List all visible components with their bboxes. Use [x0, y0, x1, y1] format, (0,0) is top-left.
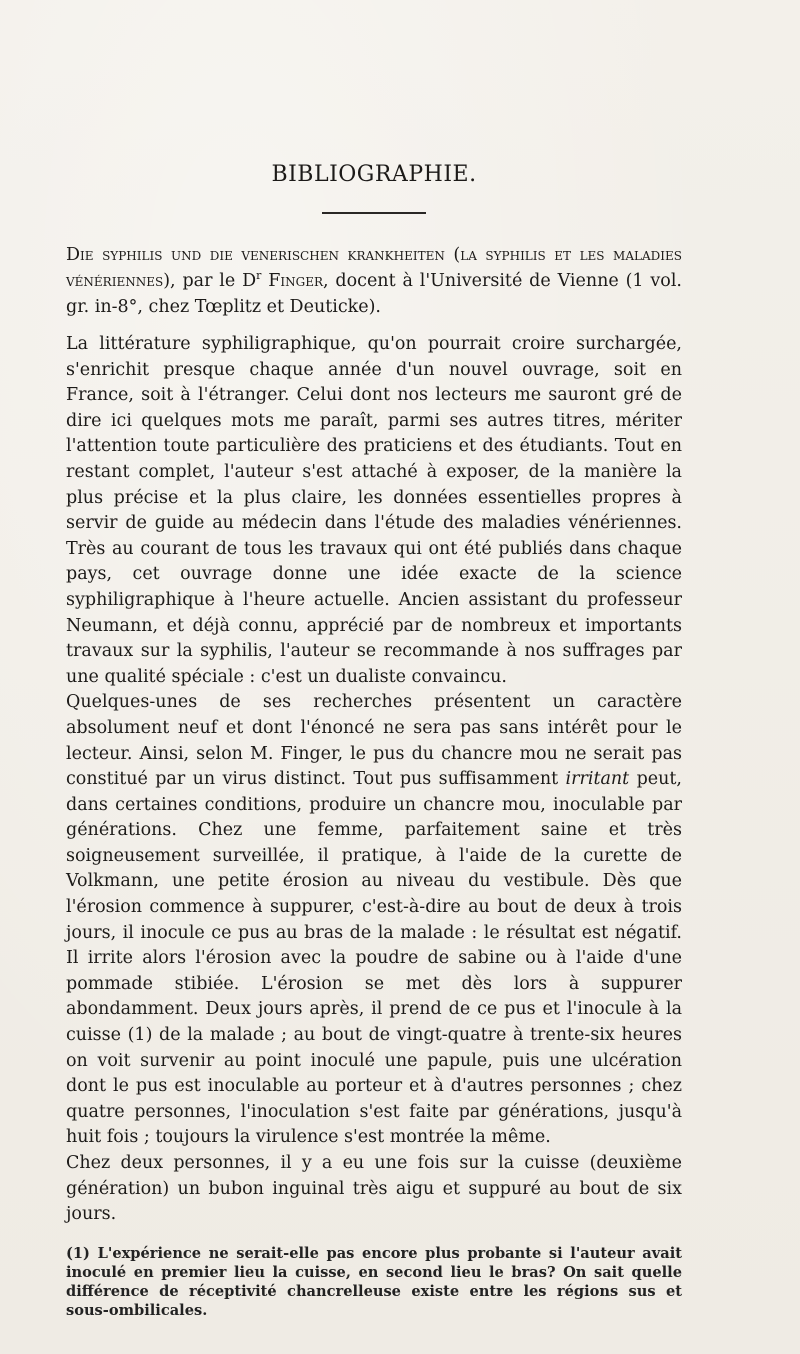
book-title: Die syphilis und die venerischen krankheiten (la syphilis et les maladies vénériennes) — [66, 245, 682, 291]
paragraph-2-after: peut, dans certaines conditions, produire un chancre mou, inoculable par générations. Chez une femme, parfaitement saine et très soigneusement surveillée, il pratique, à l'aide de la curette de Volkmann, une petite érosion au niveau du vestibule. Dès que l'érosion commence à suppurer, c'est-à-dire au bout de deux à trois jours, il inocule ce pus au bras de la malade : le résultat est négatif. Il irrite alors l'érosion avec la poudre de sabine ou à l'aide d'une pommade stibiée. L'érosion se met dès lors à suppurer abondamment. Deux jours après, il prend de ce pus et l'inocule à la cuisse (1) de la malade ; au bout de vingt-quatre à trente-six heures on voit survenir au point inoculé une papule, puis une ulcération dont le pus est inoculable au porteur et à d'autres personnes ; chez quatre personnes, l'inoculation s'est faite par générations, jusqu'à huit fois ; toujours la virulence s'est montrée la même. — [66, 769, 682, 1148]
paragraph-2 — [66, 690, 682, 1151]
heading-by: , par le D — [170, 271, 257, 291]
paragraph-3: Chez deux personnes, il y a eu une fois sur la cuisse (deuxième génération) un bubon inguinal très aigu et suppuré au bout de six jours. — [66, 1153, 682, 1225]
heading-rest: , docent à l'Université de Vienne (1 vol. gr. in-8°, chez Tœplitz et Deuticke). — [66, 271, 682, 317]
footnote: (1) L'expérience ne serait-elle pas encore plus probante si l'auteur avait inoculé en premier lieu la cuisse, en second lieu le bras? On sait quelle différence de réceptivité chancrelleuse existe entre les régions sus et sous-ombilicales. — [66, 1244, 682, 1319]
title-divider — [322, 212, 426, 214]
text-column — [66, 160, 682, 1320]
paragraph-2-before: Quelques-unes de ses recherches présentent un caractère absolument neuf et dont l'énoncé ne sera pas sans intérêt pour le lecteur. Ainsi, selon M. Finger, le pus du chancre mou ne serait pas constitué par un virus distinct. Tout pus suffisamment — [66, 692, 682, 790]
heading-sup: r — [256, 269, 262, 283]
page-title: BIBLIOGRAPHIE. — [271, 162, 477, 187]
paragraph-1: La littérature syphiligraphique, qu'on pourrait croire surchargée, s'enrichit presque chaque année d'un nouvel ouvrage, soit en France, soit à l'étranger. Celui dont nos lecteurs me sauront gré de dire ici quelques mots me paraît, parmi ses autres titres, mériter l'attention toute particulière des praticiens et des étudiants. Tout en restant complet, l'auteur s'est attaché à exposer, de la manière la plus précise et la plus claire, les données essentielles propres à servir de guide au médecin dans l'étude des maladies vénériennes. Très au courant de tous les travaux qui ont été publiés dans chaque pays, cet ouvrage donne une idée exacte de la science syphiligraphique à l'heure actuelle. Ancien assistant du professeur Neumann, et déjà connu, apprécié par de nombreux et importants travaux sur la syphilis, l'auteur se recommande à nos suffrages par une qualité spéciale : c'est un dualiste convaincu. — [66, 334, 682, 687]
book-heading — [66, 242, 682, 320]
book-author: Finger — [261, 271, 323, 291]
paragraph-2-italic: irritant — [565, 769, 630, 790]
